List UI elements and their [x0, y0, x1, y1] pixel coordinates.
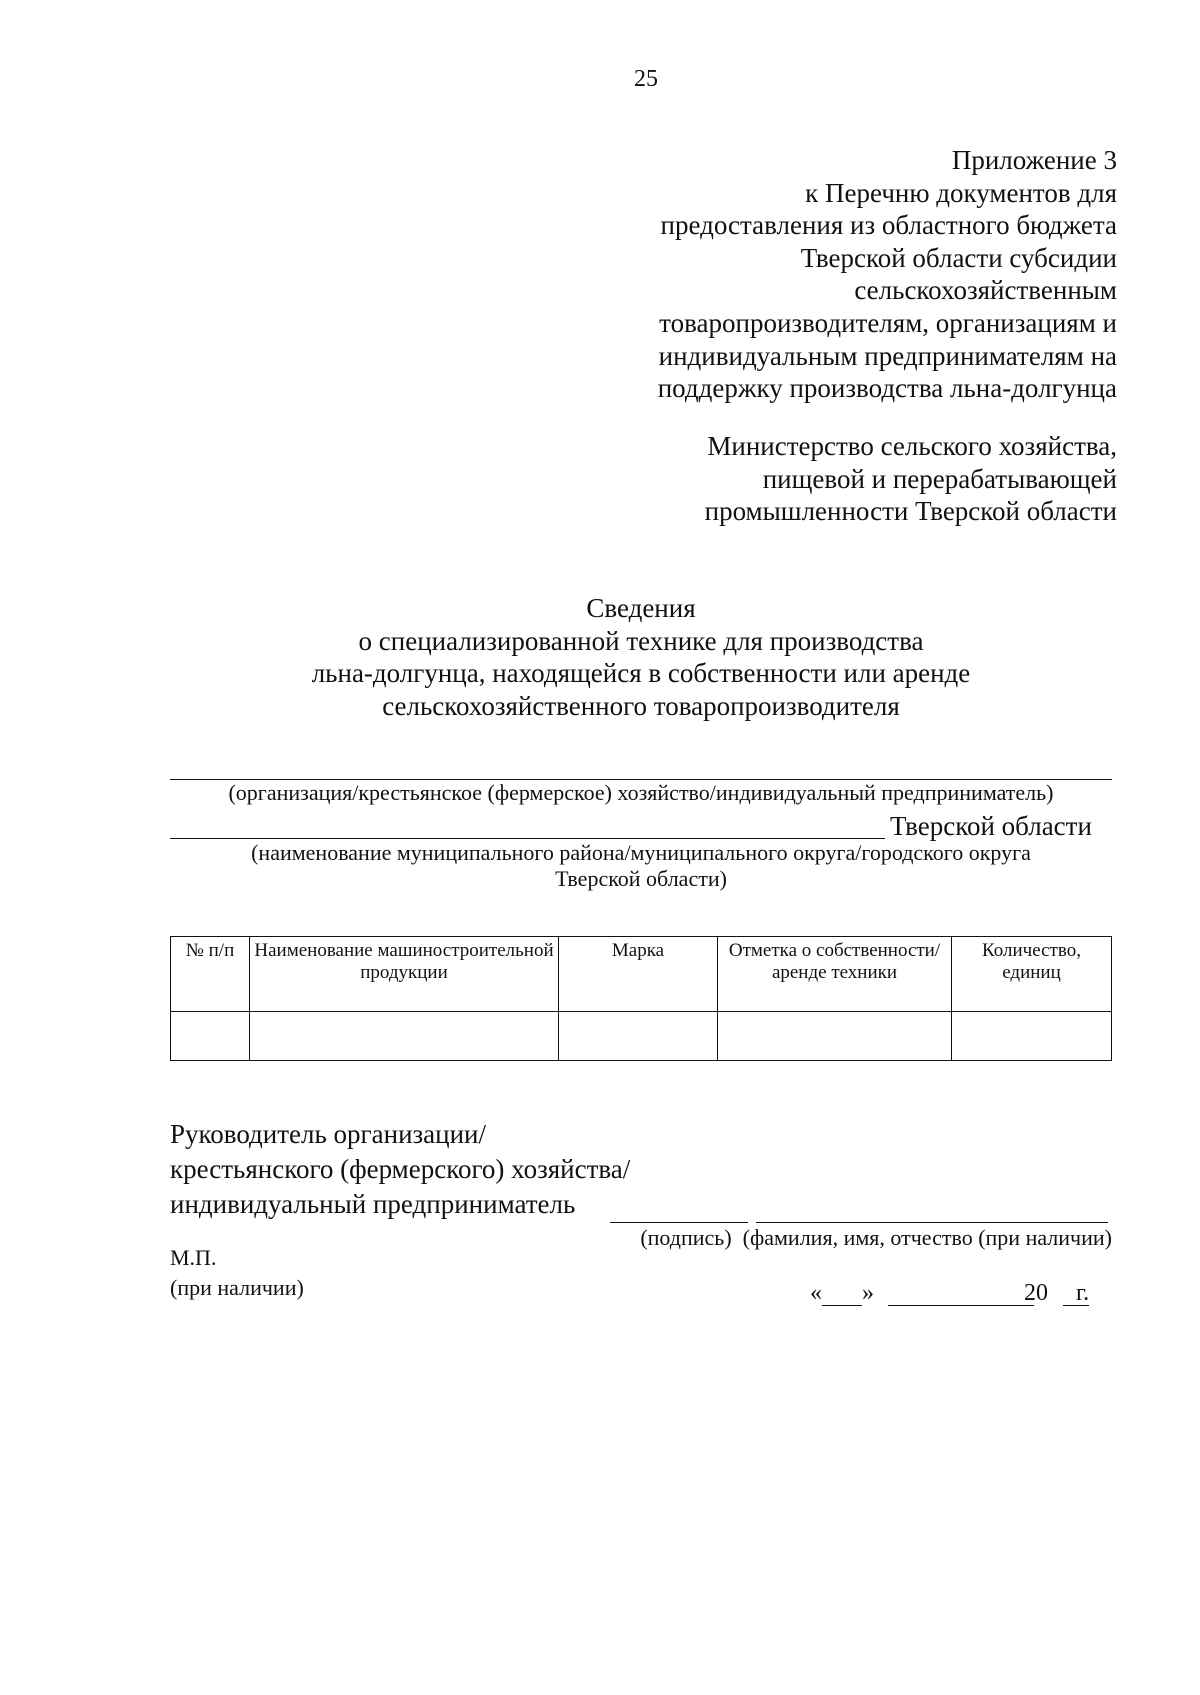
column-header-product-name: Наименование машиностроительной продукции	[250, 937, 559, 1012]
region-caption-line: (наименование муниципального района/муниципального округа/городского округа	[251, 840, 1031, 865]
title-line: сельскохозяйственного товаропроизводителя	[382, 690, 900, 721]
appendix-line: к Перечню документов для	[805, 177, 1117, 208]
column-header-brand: Марка	[559, 937, 718, 1012]
appendix-line: Тверской области субсидии	[800, 242, 1117, 273]
table-cell-quantity[interactable]	[952, 1012, 1112, 1061]
date-year-prefix: 20	[1024, 1280, 1048, 1306]
addressee-line: промышленности Тверской области	[704, 496, 1117, 526]
signature-fill-line[interactable]	[610, 1222, 748, 1223]
org-field-caption: (организация/крестьянское (фермерское) хозяйство/индивидуальный предприниматель)	[228, 780, 1054, 805]
date-year-fill-line[interactable]	[1063, 1305, 1089, 1306]
date-year-suffix: г.	[1076, 1280, 1090, 1306]
appendix-heading	[557, 144, 1117, 405]
addressee-line: Министерство сельского хозяйства,	[707, 431, 1117, 461]
region-field-caption	[170, 840, 1112, 892]
table-cell-product-name[interactable]	[250, 1012, 559, 1061]
region-name-fill-line[interactable]	[170, 838, 885, 839]
column-header-ownership-mark: Отметка о собственности/аренде техники	[718, 937, 952, 1012]
column-header-quantity: Количество, единиц	[952, 937, 1112, 1012]
appendix-line: сельскохозяйственным	[854, 275, 1117, 306]
signatory-line: Руководитель организации/	[170, 1119, 487, 1149]
appendix-line: Приложение 3	[951, 145, 1117, 175]
date-field	[810, 1280, 1089, 1307]
appendix-line: товаропроизводителям, организациям и	[659, 307, 1117, 338]
signatory-line: крестьянского (фермерского) хозяйства/	[170, 1154, 631, 1184]
date-month-fill-line[interactable]	[888, 1305, 1034, 1306]
table-header-row	[171, 937, 1112, 1012]
stamp-label: М.П.	[170, 1245, 217, 1270]
region-suffix: Тверской области	[890, 811, 1092, 841]
appendix-line: предоставления из областного бюджета	[660, 210, 1117, 241]
equipment-table	[170, 936, 1112, 1061]
signature-captions	[640, 1225, 1112, 1251]
date-day-fill-line[interactable]	[822, 1305, 862, 1306]
addressee-line: пищевой и перерабатывающей	[762, 463, 1117, 494]
title-line: Сведения	[586, 593, 696, 623]
stamp-optional-note: (при наличии)	[170, 1275, 304, 1300]
table-cell-number[interactable]	[171, 1012, 250, 1061]
page-number: 25	[634, 66, 658, 92]
addressee-block	[557, 430, 1117, 528]
document-title	[170, 592, 1112, 722]
column-header-number: № п/п	[171, 937, 250, 1012]
date-close-quote: »	[862, 1280, 874, 1306]
signatory-line: индивидуальный предприниматель	[170, 1189, 576, 1219]
appendix-line: поддержку производства льна-долгунца	[657, 373, 1117, 404]
stamp-note	[170, 1243, 304, 1303]
full-name-caption: (фамилия, имя, отчество (при наличии)	[742, 1225, 1112, 1250]
table-cell-ownership-mark[interactable]	[718, 1012, 952, 1061]
table-row	[171, 1012, 1112, 1061]
title-line: о специализированной технике для производства	[358, 625, 924, 656]
date-open-quote: «	[810, 1280, 822, 1306]
signature-caption: (подпись)	[640, 1225, 732, 1250]
full-name-fill-line[interactable]	[756, 1222, 1108, 1223]
appendix-line: индивидуальным предпринимателям на	[658, 340, 1117, 371]
region-caption-line: Тверской области)	[555, 866, 727, 891]
signatory-title	[170, 1117, 630, 1222]
table-cell-brand[interactable]	[559, 1012, 718, 1061]
title-line: льна-долгунца, находящейся в собственности или аренде	[311, 658, 971, 688]
